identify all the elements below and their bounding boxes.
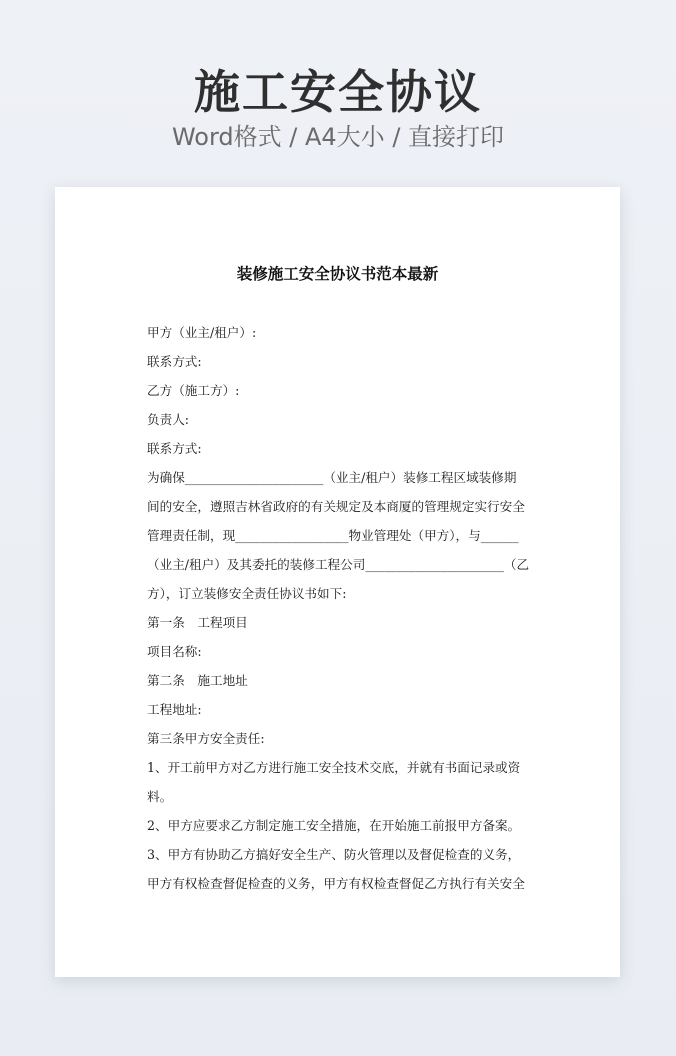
paragraph-line: 管理责任制，现__________________物业管理处（甲方），与______: [147, 528, 519, 543]
article-heading: 第三条甲方安全责任:: [147, 731, 265, 746]
party-a-line: 甲方（业主/租户）:: [147, 325, 257, 340]
article-heading: 第二条 施工地址: [147, 673, 248, 688]
paragraph-line: 方），订立装修安全责任协议书如下:: [147, 586, 347, 601]
clause-line: 2、甲方应要求乙方制定施工安全措施，在开始施工前报甲方备案。: [147, 818, 521, 833]
field-line: 项目名称:: [147, 644, 202, 659]
article-heading: 第一条 工程项目: [147, 615, 248, 630]
clause-line: 3、甲方有协助乙方搞好安全生产、防火管理以及督促检查的义务，: [147, 847, 521, 862]
party-b-line: 乙方（施工方）:: [147, 383, 240, 398]
paragraph-line: （业主/租户）及其委托的装修工程公司______________________（乙: [147, 557, 530, 572]
field-line: 工程地址:: [147, 702, 202, 717]
responsible-person-line: 负责人:: [147, 412, 190, 427]
document-title: 装修施工安全协议书范本最新: [236, 264, 439, 283]
paragraph-line: 为确保______________________（业主/租户）装修工程区域装修期: [147, 470, 517, 485]
page-subtitle: Word格式 / A4大小 / 直接打印: [171, 123, 505, 151]
document-body: [147, 318, 531, 898]
paragraph-line: 间的安全，遵照吉林省政府的有关规定及本商厦的管理规定实行安全: [147, 499, 525, 514]
party-b-contact-line: 联系方式:: [147, 441, 202, 456]
page-title: 施工安全协议: [194, 65, 482, 119]
clause-line: 1、开工前甲方对乙方进行施工安全技术交底，并就有书面记录或资: [147, 760, 521, 775]
document-page: [55, 187, 620, 977]
party-a-contact-line: 联系方式:: [147, 354, 202, 369]
clause-line: 料。: [147, 789, 173, 804]
clause-line: 甲方有权检查督促检查的义务，甲方有权检查督促乙方执行有关安全: [147, 876, 525, 891]
